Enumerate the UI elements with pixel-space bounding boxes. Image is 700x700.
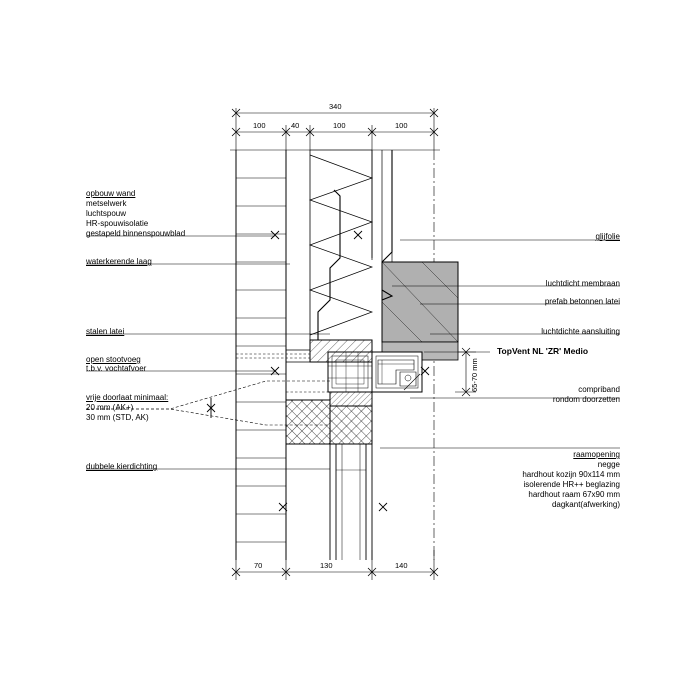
masonry-course-lines: [236, 178, 286, 542]
label-topvent-product: TopVent NL 'ZR' Medio: [497, 346, 589, 356]
label-raamopening-line5: hardhout raam 67x90 mm: [528, 490, 620, 499]
label-opbouw-wand-line4: HR-spouwisolatie: [86, 219, 149, 228]
label-stalen-latei: stalen latei: [86, 327, 125, 336]
dimension-seg-4: 100: [395, 121, 408, 130]
label-vrije-doorlaat-line2: 20 mm (AK+): [86, 403, 134, 412]
topvent-ventilation-unit: [372, 352, 422, 392]
label-open-stootvoeg-line2: t.b.v. vochtafvoer: [86, 364, 147, 373]
steel-lintel: [286, 340, 372, 362]
membrane-lines: [318, 150, 392, 340]
label-opbouw-wand: opbouw wand: [86, 189, 136, 198]
label-raamopening-line3: hardhout kozijn 90x114 mm: [522, 470, 620, 479]
label-compriband: compriband: [578, 385, 620, 394]
label-dubbele-kierdichting: dubbele kierdichting: [86, 462, 158, 471]
dimension-total: 340: [329, 102, 342, 111]
label-opbouw-wand-line2: metselwerk: [86, 199, 127, 208]
label-glijfolie: glijfolie: [595, 232, 620, 241]
dimension-seg-2: 40: [291, 121, 300, 130]
dimension-seg-1: 100: [253, 121, 266, 130]
label-waterkerende-laag: waterkerende laag: [86, 257, 152, 266]
dimension-bottom-3: 140: [395, 561, 408, 570]
label-opbouw-wand-line5: gestapeld binnenspouwblad: [86, 229, 186, 238]
label-opbouw-wand-line3: luchtspouw: [86, 209, 127, 218]
cavity-insulation-zigzag: [310, 150, 372, 335]
label-prefab-betonnen-latei: prefab betonnen latei: [544, 297, 620, 306]
label-vrije-doorlaat-line3: 30 mm (STD, AK): [86, 413, 149, 422]
label-vrije-doorlaat: vrije doorlaat minimaal:: [86, 393, 169, 402]
compriband-seal: [330, 392, 372, 406]
label-open-stootvoeg: open stootvoeg: [86, 355, 141, 364]
dimension-bottom-2: 130: [320, 561, 333, 570]
prefab-concrete-lintel: [382, 262, 458, 342]
dimension-bottom-1: 70: [254, 561, 263, 570]
dimension-vertical-65-70: 65-70 mm: [470, 358, 479, 392]
label-raamopening-line6: dagkant(afwerking): [551, 500, 620, 509]
window-frame-timber: [286, 400, 372, 444]
glazing-section: [330, 444, 372, 560]
label-luchtdichte-aansluiting: luchtdichte aansluiting: [541, 327, 620, 336]
label-luchtdicht-membraan: luchtdicht membraan: [545, 279, 620, 288]
dimension-seg-3: 100: [333, 121, 346, 130]
label-compriband-line2: rondom doorzetten: [552, 395, 620, 404]
label-raamopening-line4: isolerende HR++ beglazing: [523, 480, 620, 489]
label-raamopening: raamopening: [573, 450, 620, 459]
label-raamopening-line2: negge: [597, 460, 620, 469]
